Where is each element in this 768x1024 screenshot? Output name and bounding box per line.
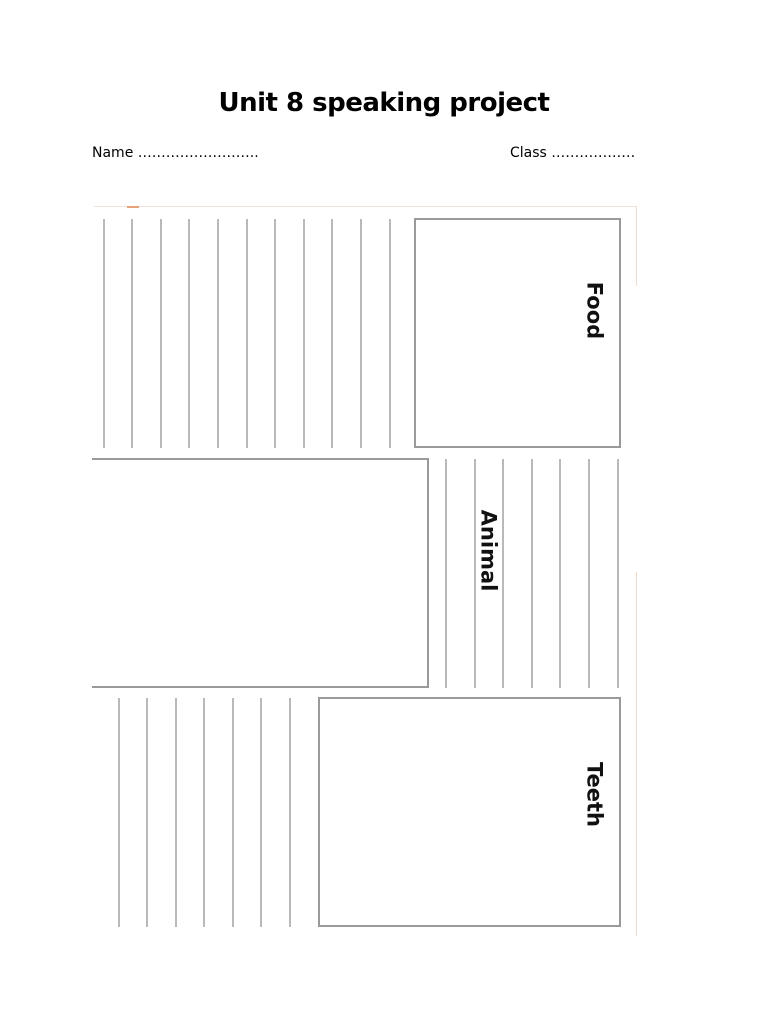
writing-line bbox=[217, 219, 219, 448]
name-field: Name …………………….. bbox=[92, 145, 259, 161]
writing-line bbox=[103, 219, 105, 448]
animal-drawing-box bbox=[92, 458, 429, 688]
worksheet-right-edge-bottom bbox=[636, 572, 637, 936]
writing-line bbox=[118, 698, 120, 927]
writing-line bbox=[246, 219, 248, 448]
writing-line bbox=[331, 219, 333, 448]
writing-line bbox=[175, 698, 177, 927]
writing-line bbox=[617, 459, 619, 688]
worksheet-right-edge-top bbox=[636, 206, 637, 286]
food-label: Food bbox=[582, 281, 607, 340]
teeth-label: Teeth bbox=[582, 761, 607, 827]
writing-line bbox=[445, 459, 447, 688]
writing-line bbox=[260, 698, 262, 927]
writing-line bbox=[389, 219, 391, 448]
writing-line bbox=[203, 698, 205, 927]
writing-line bbox=[360, 219, 362, 448]
writing-line bbox=[188, 219, 190, 448]
writing-line bbox=[289, 698, 291, 927]
page-title: Unit 8 speaking project bbox=[218, 88, 550, 118]
accent-mark bbox=[127, 206, 139, 208]
class-field: Class ……………… bbox=[510, 145, 636, 161]
teeth-drawing-box bbox=[318, 697, 621, 927]
writing-line bbox=[131, 219, 133, 448]
writing-line bbox=[588, 459, 590, 688]
worksheet-top-border bbox=[94, 206, 637, 207]
writing-line bbox=[502, 459, 504, 688]
writing-line bbox=[232, 698, 234, 927]
animal-label: Animal bbox=[476, 509, 501, 592]
writing-line bbox=[303, 219, 305, 448]
writing-line bbox=[146, 698, 148, 927]
writing-line bbox=[160, 219, 162, 448]
writing-line bbox=[531, 459, 533, 688]
writing-line bbox=[559, 459, 561, 688]
writing-line bbox=[274, 219, 276, 448]
